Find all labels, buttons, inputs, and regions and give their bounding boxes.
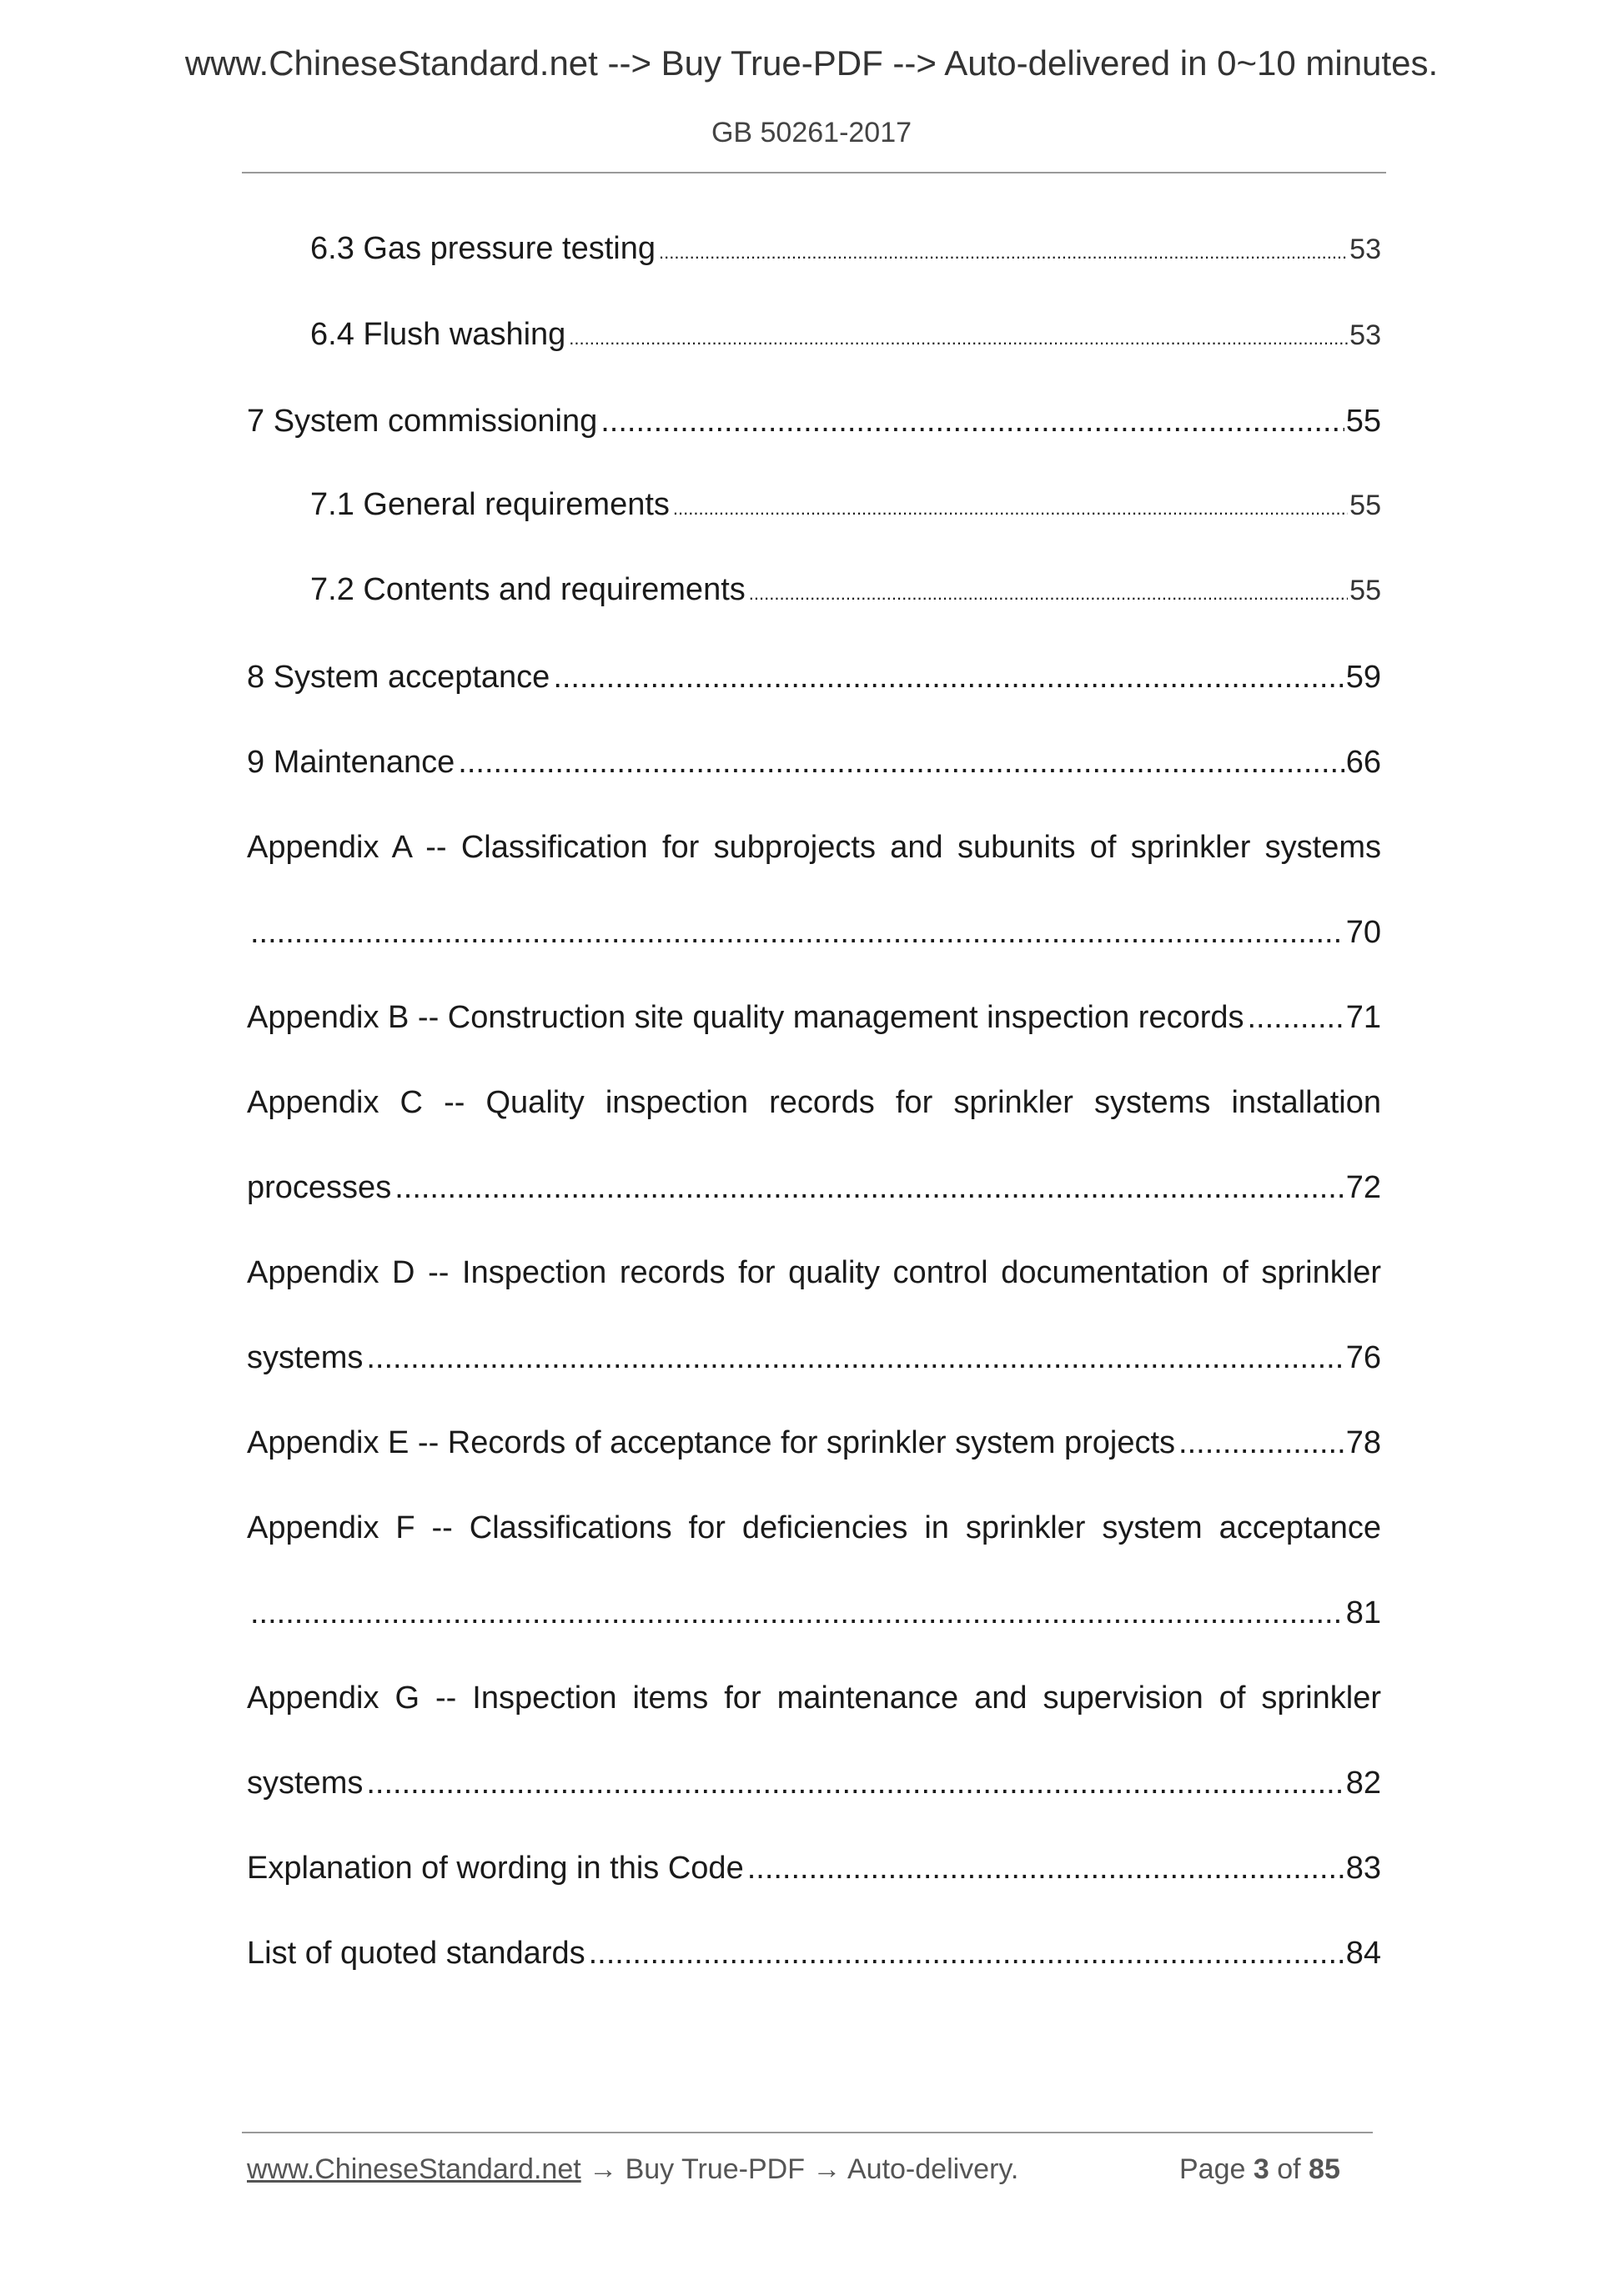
toc-entry-appendix-g[interactable] [247,1673,1381,1723]
toc-entry-appendix-g-continued[interactable] [247,1758,1381,1808]
page-word: Page [1179,2153,1246,2185]
dot-leader [1248,992,1344,1042]
page-indicator [1179,2153,1340,2186]
toc-entry-appendix-f[interactable] [247,1503,1381,1553]
toc-entry-6-4[interactable] [310,309,1381,359]
of-word: of [1277,2153,1301,2185]
dot-leader [394,1163,1344,1213]
toc-page-number: 72 [1345,1170,1381,1205]
toc-entry-appendix-c-continued[interactable] [247,1163,1381,1213]
toc-page-number: 55 [1349,575,1381,606]
toc-label: 7.2 Contents and requirements [310,572,746,607]
toc-label: Appendix F -- Classifications for deficiencies in sprinkler system acceptance [247,1510,1381,1545]
current-page-number: 3 [1253,2153,1269,2185]
toc-entry-6-3[interactable] [310,224,1381,274]
toc-page-number: 78 [1345,1425,1381,1460]
dot-leader [553,652,1344,702]
toc-label-continued: systems [247,1340,364,1375]
toc-page-number: 84 [1345,1936,1381,1971]
toc-entry-appendix-a[interactable] [247,822,1381,872]
toc-page-number: 53 [1349,234,1381,265]
toc-page-number: 70 [1345,915,1381,950]
dot-leader [1178,1418,1344,1468]
toc-entry-appendix-d-continued[interactable] [247,1333,1381,1383]
toc-page-number: 76 [1345,1340,1381,1375]
toc-entry-appendix-f-continued[interactable] [247,1588,1381,1638]
toc-label: Appendix E -- Records of acceptance for sprinkler system projects [247,1425,1176,1460]
toc-entry-appendix-b[interactable] [247,992,1381,1042]
dot-leader [458,737,1344,787]
toc-label: 7 System commissioning [247,404,598,439]
toc-label-continued: systems [247,1766,364,1801]
toc-entry-9[interactable] [247,737,1381,787]
toc-label-continued: processes [247,1170,392,1205]
toc-entry-7-1[interactable] [310,480,1381,530]
toc-page-number: 53 [1349,319,1381,351]
toc-page-number: 81 [1345,1595,1381,1630]
dot-leader [749,569,1348,619]
toc-entry-appendix-a-continued[interactable] [247,907,1381,957]
dot-leader [366,1758,1344,1808]
dot-leader [600,396,1344,446]
toc-entry-8[interactable] [247,652,1381,702]
toc-label: Appendix B -- Construction site quality management inspection records [247,1000,1244,1035]
toc-page-number: 83 [1345,1851,1381,1886]
dot-leader [673,484,1348,534]
toc-label: 8 System acceptance [247,660,550,695]
toc-entry-explanation-of-wording[interactable] [247,1843,1381,1893]
header-banner: www.ChineseStandard.net --> Buy True-PDF --> Auto-delivered in 0~10 minutes. [184,43,1439,83]
dot-leader [250,1588,1344,1638]
footer-divider [242,2132,1373,2133]
toc-label: Appendix C -- Quality inspection records for sprinkler systems installation [247,1085,1381,1120]
toc-page-number: 55 [1345,404,1381,439]
dot-leader [366,1333,1344,1383]
footer-link[interactable]: www.ChineseStandard.net [247,2153,581,2185]
toc-label: Appendix G -- Inspection items for maintenance and supervision of sprinkler [247,1681,1381,1716]
toc-page-number: 82 [1345,1766,1381,1801]
toc-entry-7-2[interactable] [310,565,1381,615]
toc-entry-7[interactable] [247,396,1381,446]
toc-entry-appendix-e[interactable] [247,1418,1381,1468]
dot-leader [747,1843,1344,1893]
toc-page-number: 66 [1345,745,1381,780]
toc-label: 7.1 General requirements [310,487,670,522]
document-id: GB 50261-2017 [711,117,912,148]
dot-leader [589,1928,1344,1978]
toc-label: 6.4 Flush washing [310,317,566,352]
dot-leader [569,314,1348,364]
total-page-count: 85 [1309,2153,1340,2185]
toc-page-number: 71 [1345,1000,1381,1035]
toc-page-number: 55 [1349,490,1381,521]
toc-label: 6.3 Gas pressure testing [310,231,656,266]
footer-promo [247,2153,1018,2186]
dot-leader [659,228,1348,278]
footer-promo-text: → Buy True-PDF → Auto-delivery. [580,2153,1019,2185]
dot-leader [250,907,1344,957]
toc-label: Explanation of wording in this Code [247,1851,744,1886]
toc-label: Appendix D -- Inspection records for quality control documentation of sprinkler [247,1255,1381,1290]
toc-page-number: 59 [1345,660,1381,695]
toc-entry-appendix-d[interactable] [247,1248,1381,1298]
toc-label: List of quoted standards [247,1936,585,1971]
toc-entry-quoted-standards[interactable] [247,1928,1381,1978]
toc-label: Appendix A -- Classification for subprojects and subunits of sprinkler systems [247,830,1381,865]
toc-label: 9 Maintenance [247,745,455,780]
toc-entry-appendix-c[interactable] [247,1078,1381,1128]
